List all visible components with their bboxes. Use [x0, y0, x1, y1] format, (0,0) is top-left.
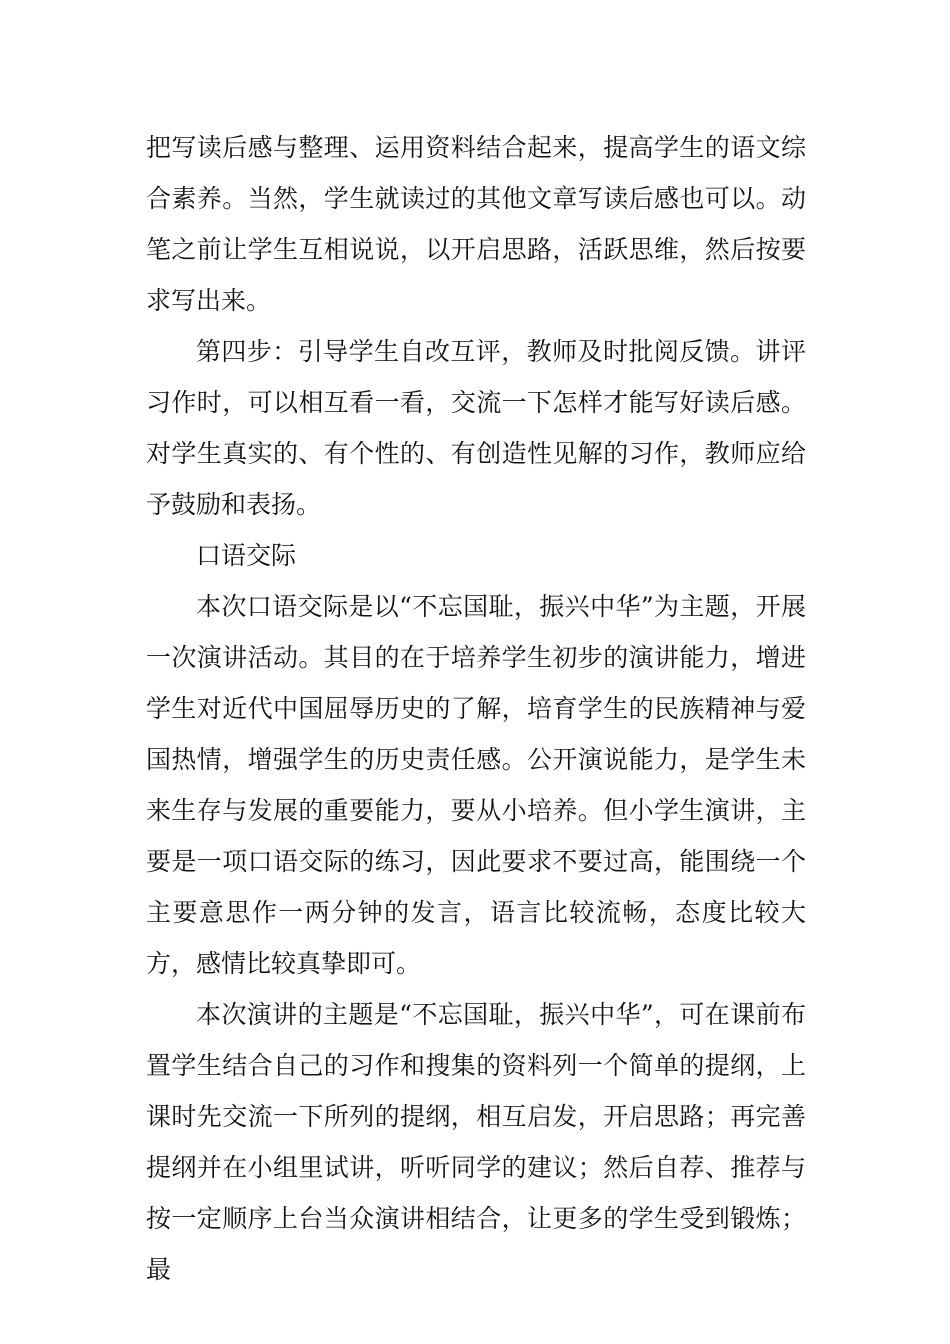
paragraph-step-four: 第四步：引导学生自改互评，教师及时批阅反馈。讲评习作时，可以相互看一看，交流一下怎样才能写好读后感。对学生真实的、有个性的、有创造性见解的习作，教师应给予鼓励和表扬。	[146, 337, 806, 519]
paragraph-continuation: 把写读后感与整理、运用资料结合起来，提高学生的语文综合素养。当然，学生就读过的其他文章写读后感也可以。动笔之前让学生互相说说，以开启思路，活跃思维，然后按要求写出来。	[146, 133, 806, 315]
section-heading-oral-communication: 口语交际	[196, 541, 297, 570]
paragraph-oral-communication-intro: 本次口语交际是以“不忘国耻，振兴中华”为主题，开展一次演讲活动。其目的在于培养学生初步的演讲能力，增进学生对近代中国屈辱历史的了解，培育学生的民族精神与爱国热情，增强学生的历史责任感。公开演说能力，是学生未来生存与发展的重要能力，要从小培养。但小学生演讲，主要是一项口语交际的练习，因此要求不要过高，能围绕一个主要意思作一两分钟的发言，语言比较流畅，态度比较大方，感情比较真挚即可。	[146, 592, 806, 978]
paragraph-speech-theme: 本次演讲的主题是“不忘国耻，振兴中华”，可在课前布置学生结合自己的习作和搜集的资料列一个简单的提纲，上课时先交流一下所列的提纲，相互启发，开启思路；再完善提纲并在小组里试讲，听听同学的建议；然后自荐、推荐与按一定顺序上台当众演讲相结合，让更多的学生受到锻炼；最	[146, 1000, 806, 1284]
document-page	[146, 122, 806, 1295]
